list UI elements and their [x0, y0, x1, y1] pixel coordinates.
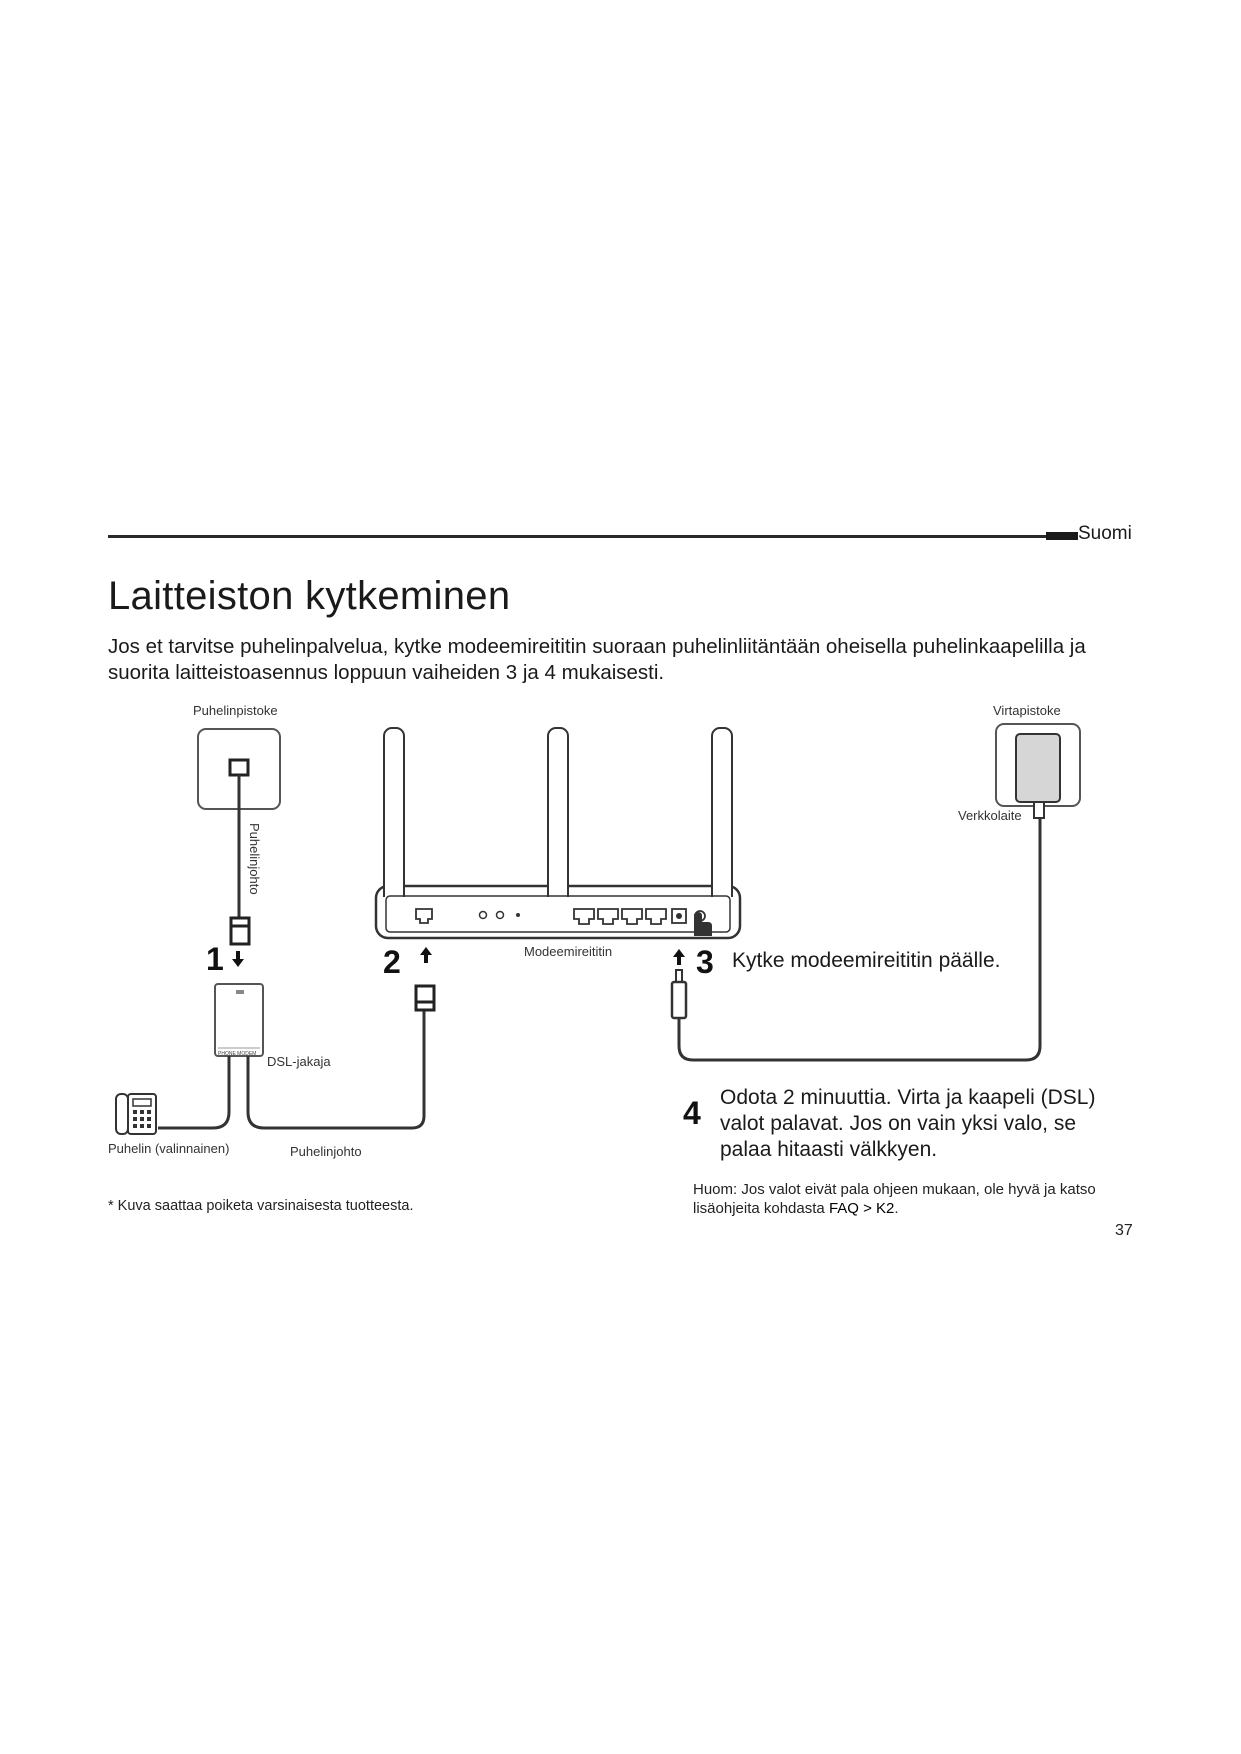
- faq-reference: FAQ > K2: [828, 1200, 895, 1217]
- splitter-label: DSL-jakaja: [267, 1054, 331, 1069]
- phone-optional-label: Puhelin (valinnainen): [108, 1141, 230, 1156]
- step1-number: 1: [206, 941, 224, 977]
- svg-text:PHONE MODEM: PHONE MODEM: [218, 1051, 257, 1057]
- up-arrow-icon: [673, 949, 685, 965]
- modem-router-label: Modeemireititin: [524, 944, 613, 959]
- page-number: 37: [1115, 1222, 1133, 1239]
- power-adapter-label: Verkkolaite: [958, 808, 1022, 823]
- page-title: Laitteiston kytkeminen: [108, 574, 511, 618]
- dsl-plug-icon: [416, 986, 434, 1010]
- up-arrow-icon: [420, 947, 432, 963]
- intro-paragraph: Jos et tarvitse puhelinpalvelua, kytke modeemireititin suoraan puhelinliitäntään oheisella puhelinkaapelilla ja suorita laitteistoasennus loppuun vaiheiden 3 ja 4 mukaisesti.: [108, 635, 1086, 684]
- step4-number: 4: [683, 1095, 701, 1131]
- step4-line1: Odota 2 minuuttia. Virta ja kaapeli (DSL): [720, 1086, 1096, 1109]
- down-arrow-icon: [232, 951, 244, 967]
- phone-cord-vertical-label: Puhelinjohto: [247, 823, 262, 895]
- modem-router-icon: [376, 728, 740, 938]
- telephone-icon: [116, 1094, 156, 1134]
- phone-jack-label: Puhelinpistoke: [193, 703, 278, 718]
- note-end: .: [894, 1200, 899, 1217]
- power-outlet-label: Virtapistoke: [993, 703, 1061, 718]
- dsl-splitter-icon: [215, 984, 263, 1057]
- step4-line3: palaa hitaasti välkkyen.: [720, 1138, 938, 1161]
- phone-plug-icon: [231, 918, 249, 944]
- power-outlet-icon: [996, 724, 1080, 818]
- image-disclaimer: * Kuva saattaa poiketa varsinaisesta tuotteesta.: [108, 1198, 414, 1214]
- power-plug-icon: [672, 970, 686, 1018]
- phone-cord-label: Puhelinjohto: [290, 1144, 362, 1159]
- note-text: Huom: Jos valot eivät pala ohjeen mukaan, ole hyvä ja katso lisäohjeita kohdasta: [693, 1181, 1096, 1217]
- language-label: Suomi: [1078, 523, 1132, 544]
- step3-number: 3: [696, 944, 714, 980]
- troubleshoot-note: [693, 1180, 1153, 1218]
- phone-cord-to-phone: [158, 1056, 229, 1128]
- step3-text: Kytke modeemireititin päälle.: [732, 949, 1001, 972]
- step2-number: 2: [383, 944, 401, 980]
- step4-line2: valot palavat. Jos on vain yksi valo, se: [720, 1112, 1077, 1135]
- power-cord-line: [679, 818, 1040, 1060]
